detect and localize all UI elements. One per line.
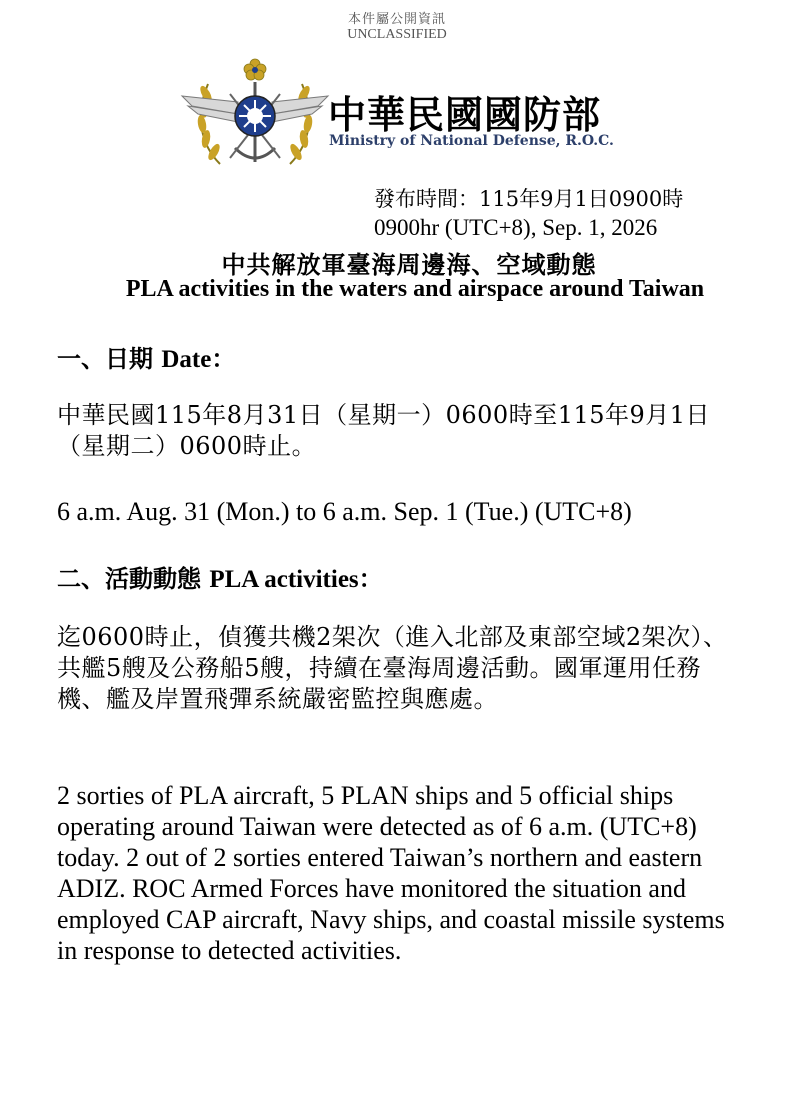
section-heading-activities	[57, 559, 383, 594]
activities-paragraph-en: 2 sorties of PLA aircraft, 5 PLAN ships and 5 official ships operating around Taiwan were detected as of 6 a.m. (UTC+8) today. 2 out of 2 sorties entered Taiwan’s northern and eastern ADIZ. ROC Armed Forces have monitored the situation and employed CAP aircraft, Navy ships, and coastal missile systems in response to detected activities.	[57, 781, 725, 965]
section-heading-date	[57, 339, 235, 374]
release-time-zh: 發布時間：115年9月1日0900時	[374, 187, 684, 211]
activities-paragraph-zh: 迄0600時止，偵獲共機2架次（進入北部及東部空域2架次）、共艦5艘及公務船5艘，持續在臺海周邊活動。國軍運用任務機、艦及岸置飛彈系統嚴密監控與應處。	[57, 623, 728, 713]
section-heading-zh: 一、日期	[57, 344, 162, 373]
section-heading-en: PLA activities	[209, 566, 359, 593]
document-title-zh: 中共解放軍臺海周邊海、空域動態	[221, 250, 597, 279]
document-title-en: PLA activities in the waters and airspace around Taiwan	[125, 276, 705, 302]
ministry-emblem-icon	[180, 54, 330, 174]
classification-label-zh: 本件屬公開資訊	[347, 12, 446, 27]
ministry-name-zh: 中華民國國防部	[328, 92, 602, 137]
date-paragraph-zh: 中華民國115年8月31日（星期一）0600時至115年9月1日（星期二）0600時止。	[57, 401, 711, 460]
classification-label-en: UNCLASSIFIED	[347, 27, 447, 42]
ministry-name-en: Ministry of National Defense, R.O.C.	[329, 133, 614, 149]
section-heading-zh: 二、活動動態	[57, 564, 210, 593]
section-heading-colon: ：	[358, 564, 383, 593]
release-time-en: 0900hr (UTC+8), Sep. 1, 2026	[374, 215, 658, 240]
date-paragraph-en: 6 a.m. Aug. 31 (Mon.) to 6 a.m. Sep. 1 (Tue.) (UTC+8)	[57, 497, 632, 526]
section-heading-colon: ：	[211, 344, 236, 373]
section-heading-en: Date	[161, 346, 212, 373]
